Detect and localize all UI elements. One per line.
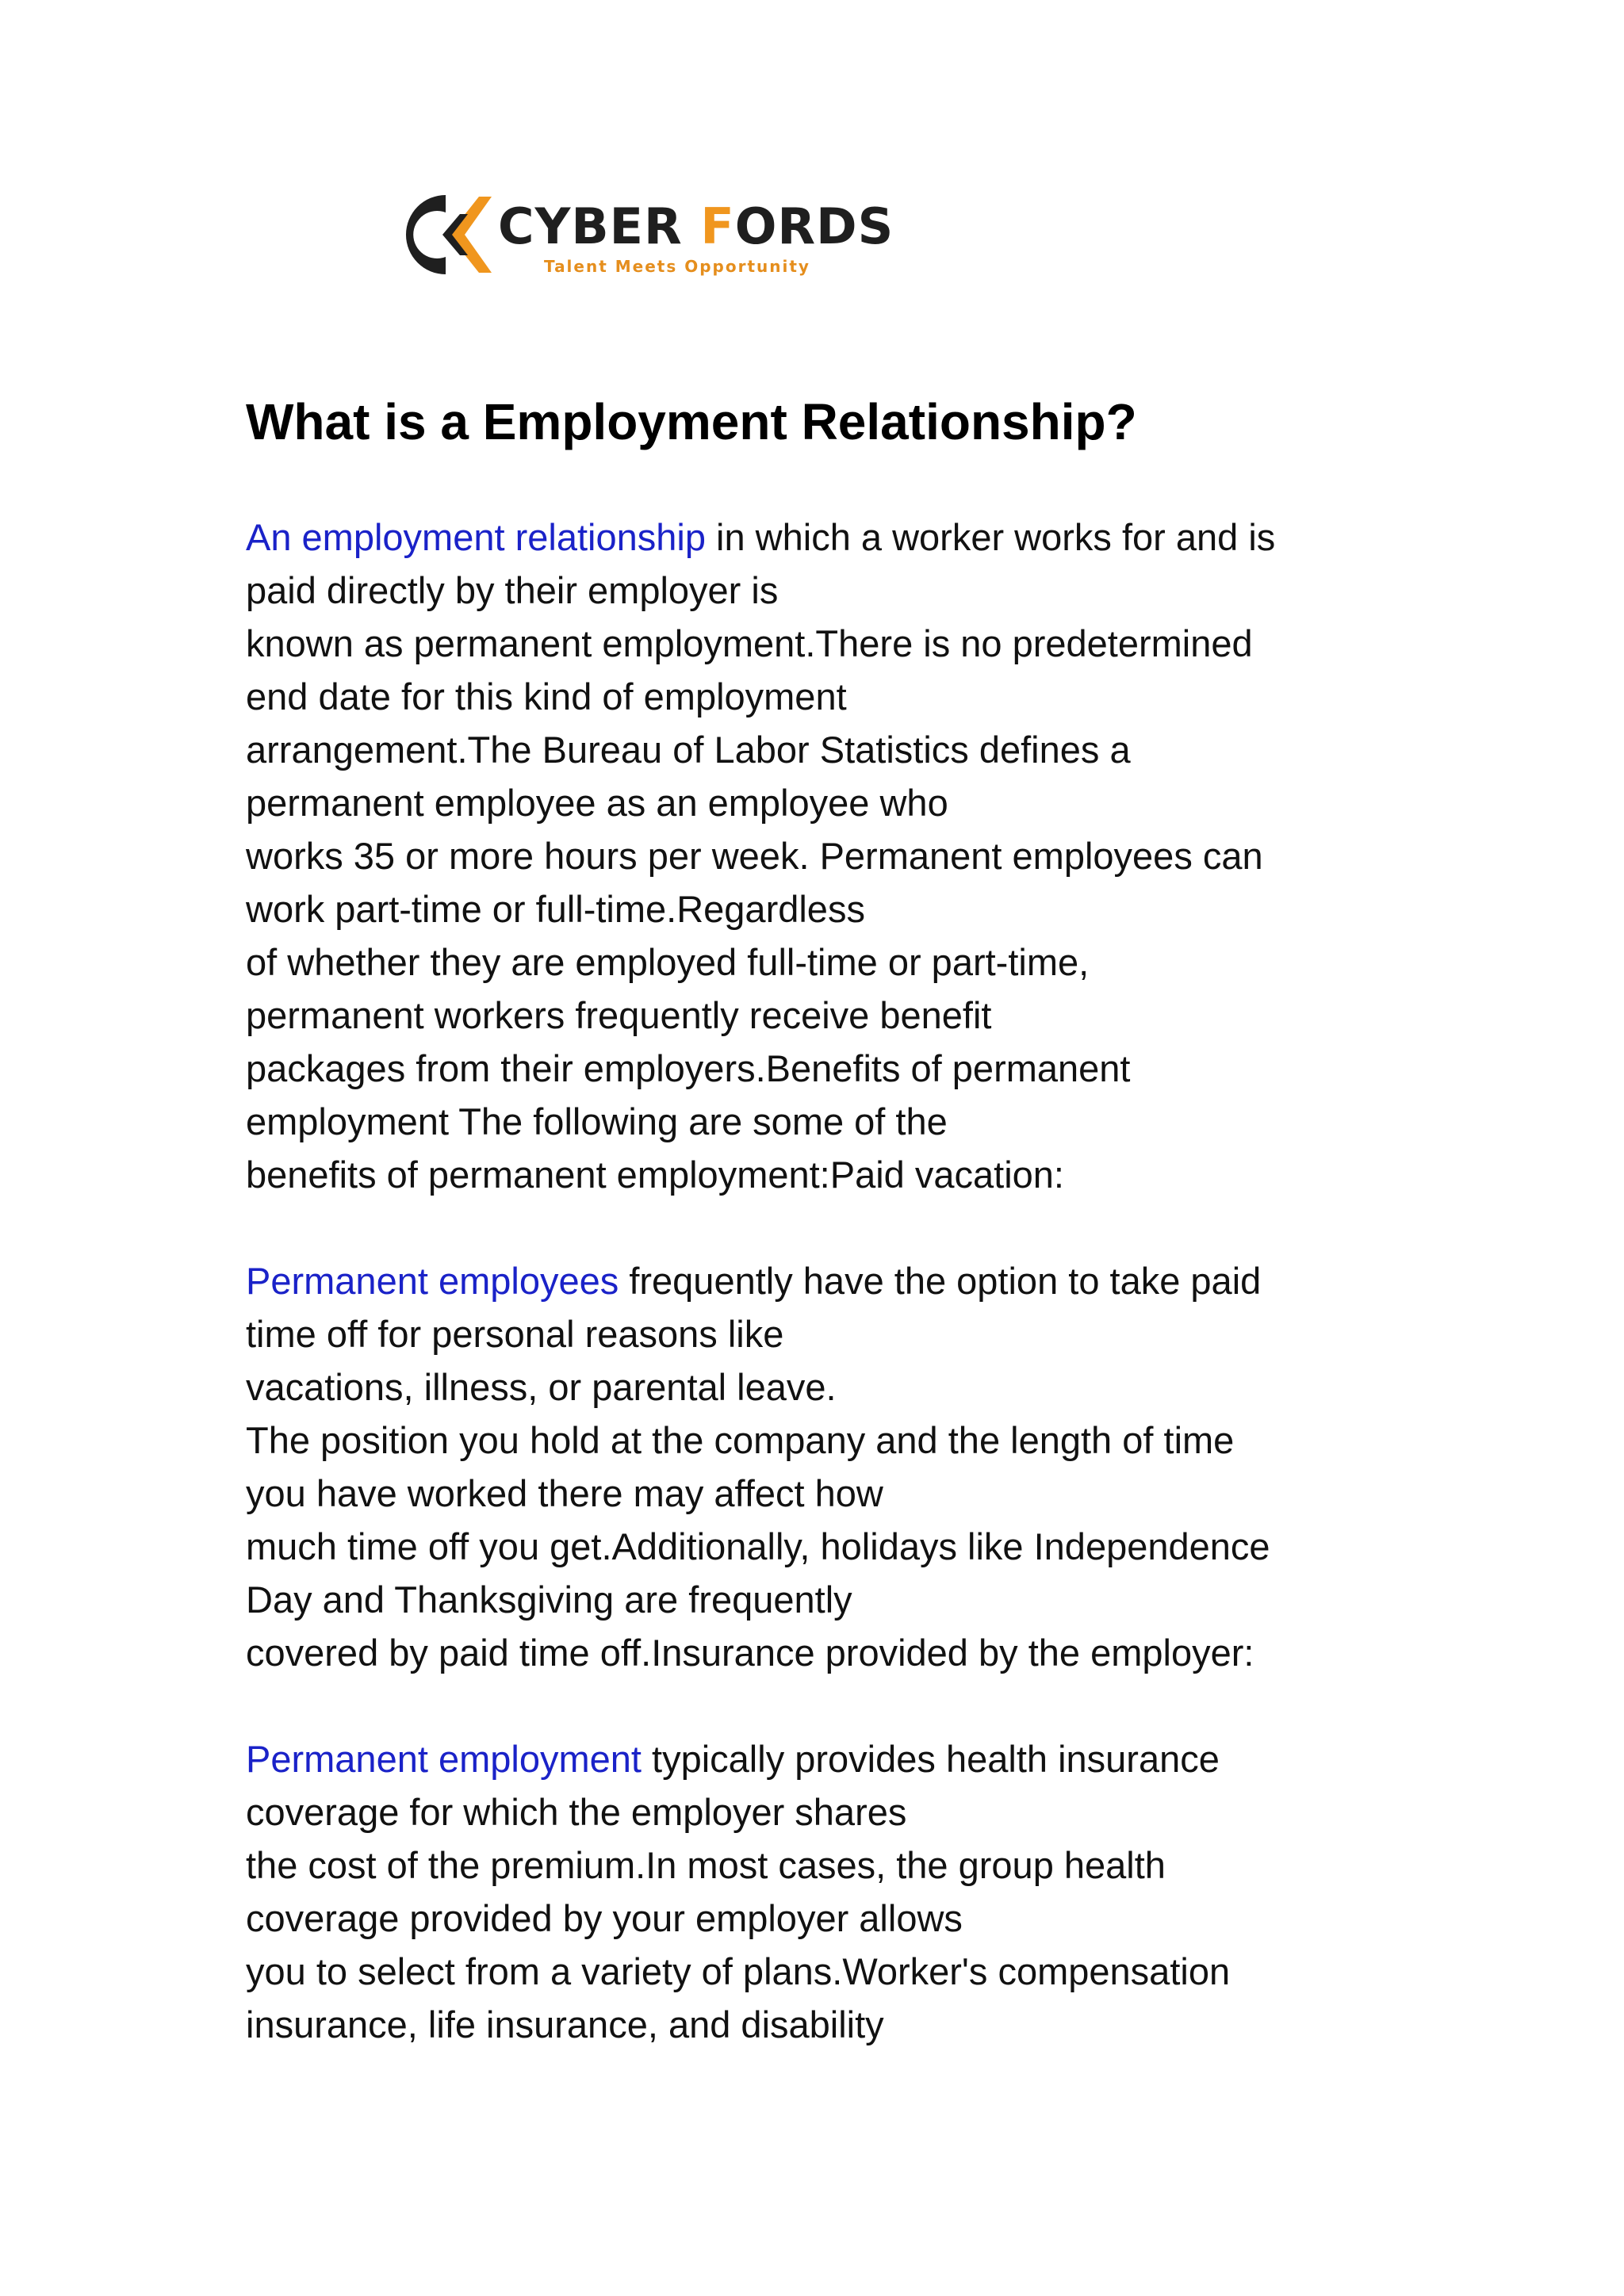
paragraph-text: frequently have the option to take paid xyxy=(619,1260,1262,1302)
paragraph-line: works 35 or more hours per week. Permanent employees can xyxy=(246,835,1263,877)
cyber-fords-logo xyxy=(396,190,894,285)
paragraph-line: coverage provided by your employer allows xyxy=(246,1897,963,1939)
paragraph-line: you to select from a variety of plans.Worker's compensation xyxy=(246,1950,1231,1992)
paragraph-line: The position you hold at the company and the length of time xyxy=(246,1419,1235,1461)
paragraph-line: you have worked there may affect how xyxy=(246,1472,883,1514)
paragraph-link[interactable]: An employment relationship xyxy=(246,516,706,558)
paragraph-link[interactable]: Permanent employees xyxy=(246,1260,619,1302)
brand-name: CYBER FORDS xyxy=(498,197,894,255)
article-body xyxy=(246,511,1388,2104)
page-title: What is a Employment Relationship? xyxy=(246,393,1137,450)
paragraph xyxy=(246,1732,1388,2051)
paragraph-line: benefits of permanent employment:Paid vacation: xyxy=(246,1154,1064,1196)
paragraph-link[interactable]: Permanent employment xyxy=(246,1738,642,1780)
paragraph-line: time off for personal reasons like xyxy=(246,1313,784,1355)
paragraph-line: end date for this kind of employment xyxy=(246,675,847,718)
paragraph xyxy=(246,1254,1388,1679)
paragraph-line: the cost of the premium.In most cases, the group health xyxy=(246,1844,1166,1886)
paragraph-line: packages from their employers.Benefits of permanent xyxy=(246,1047,1131,1089)
paragraph-line: employment The following are some of the xyxy=(246,1100,948,1142)
paragraph-line: vacations, illness, or parental leave. xyxy=(246,1366,837,1408)
paragraph-line: work part-time or full-time.Regardless xyxy=(246,888,865,930)
paragraph-line: arrangement.The Bureau of Labor Statistics defines a xyxy=(246,729,1131,771)
brand-tagline: Talent Meets Opportunity xyxy=(544,257,810,276)
paragraph-line: coverage for which the employer shares xyxy=(246,1791,907,1833)
paragraph-text: typically provides health insurance xyxy=(641,1738,1220,1780)
paragraph-line: permanent workers frequently receive benefit xyxy=(246,994,992,1036)
paragraph-line: known as permanent employment.There is no predetermined xyxy=(246,622,1253,664)
paragraph-line xyxy=(246,1254,1388,1307)
paragraph xyxy=(246,511,1388,1201)
paragraph-line: much time off you get.Additionally, holidays like Independence xyxy=(246,1525,1270,1567)
paragraph-line: Day and Thanksgiving are frequently xyxy=(246,1578,852,1621)
paragraph-line: covered by paid time off.Insurance provided by the employer: xyxy=(246,1632,1254,1674)
paragraph-line: paid directly by their employer is xyxy=(246,569,779,611)
paragraph-line: permanent employee as an employee who xyxy=(246,782,948,824)
paragraph-line xyxy=(246,511,1388,564)
paragraph-line: insurance, life insurance, and disability xyxy=(246,2003,884,2045)
paragraph-line: of whether they are employed full-time or part-time, xyxy=(246,941,1090,983)
paragraph-line xyxy=(246,1732,1388,1785)
logo-mark-icon xyxy=(396,190,492,279)
paragraph-text: in which a worker works for and is xyxy=(705,516,1276,558)
